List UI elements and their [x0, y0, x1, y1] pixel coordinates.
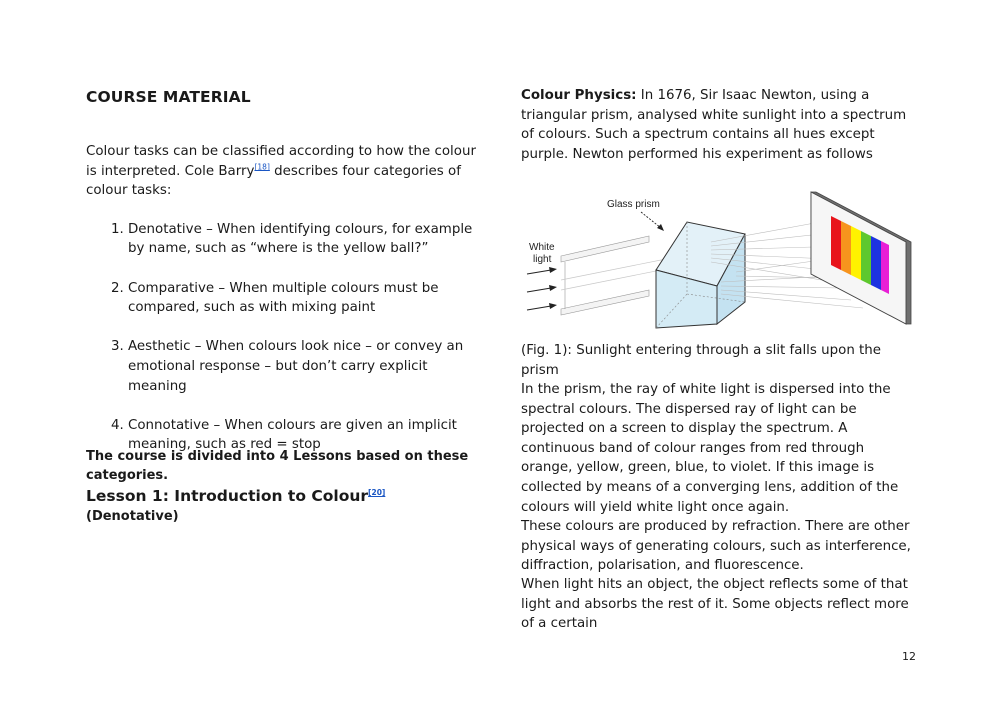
light-label: light [533, 254, 552, 265]
refraction-text [521, 380, 916, 576]
intro-paragraph [86, 142, 486, 201]
list-item: 1. Denotative – When identifying colours, for example by name, such as “where is the yellow ball?” [128, 220, 486, 259]
spectrum-band [831, 216, 841, 270]
reflection-text [521, 575, 916, 634]
page-number: 12 [902, 650, 916, 663]
spectrum-band [881, 241, 889, 294]
figure-caption [521, 341, 916, 380]
citation-link-20[interactable]: [20] [368, 487, 386, 497]
lesson-block [86, 486, 506, 526]
spectrum-band [861, 231, 871, 285]
right-column [521, 86, 916, 164]
spectrum-band [851, 226, 861, 280]
spectrum-band [841, 221, 851, 275]
left-column [86, 88, 486, 524]
colour-physics-label: Colour Physics: [521, 88, 637, 103]
reflection-paragraph: When light hits an object, the object reflects some of that light and absorbs the rest of it. Some objects reflect more of a certain [521, 577, 909, 632]
refraction-paragraph: These colours are produced by refraction. There are other physical ways of generating colours, such as interference, diffraction, polarisation, and fluorescence. [521, 519, 911, 574]
prism-dispersion-paragraph: In the prism, the ray of white light is dispersed into the spectral colours. The dispersed ray of light can be projected on a screen to display the spectrum. A continuous band of colour ranges from red through orange, yellow, green, blue, to violet. If this image is collected by means of a converging lens, addition of the colours will yield white light once again. [521, 382, 899, 515]
colour-physics-text: In 1676, Sir Isaac Newton, using a triangular prism, analysed white sunlight into a spectrum of colours. Such a spectrum contains all hues except purple. Newton performed his experiment as follows [521, 88, 907, 162]
intro-text: Colour tasks can be classified according to how the colour is interpreted. Cole Barry [86, 144, 476, 179]
lesson-title-text: Lesson 1: Introduction to Colour [86, 487, 369, 505]
list-item: 3. Aesthetic – When colours look nice – or convey an emotional response – but don’t carry explicit meaning [128, 337, 486, 396]
colour-physics-paragraph [521, 86, 916, 164]
list-item: 4. Connotative – When colours are given an implicit meaning, such as red = stop [128, 416, 486, 455]
spectrum-band [871, 236, 881, 290]
list-item: 2. Comparative – When multiple colours must be compared, such as with mixing paint [128, 279, 486, 318]
light-arrows [527, 270, 551, 310]
white-label: White [529, 242, 555, 253]
category-list [86, 220, 486, 455]
lesson-title [86, 486, 506, 507]
prism-figure [521, 190, 916, 330]
prism-diagram [521, 190, 916, 330]
lesson-subtitle: (Denotative) [86, 509, 179, 524]
citation-link-18[interactable]: [18] [254, 162, 270, 172]
intro-text-end: describes four categories of colour tasks: [86, 163, 461, 199]
lessons-statement: The course is divided into 4 Lessons based on these categories. [86, 449, 469, 483]
glass-prism-label: Glass prism [607, 199, 660, 210]
caption-text: (Fig. 1): Sunlight entering through a slit falls upon the prism [521, 343, 882, 378]
course-material-heading: COURSE MATERIAL [86, 88, 251, 106]
